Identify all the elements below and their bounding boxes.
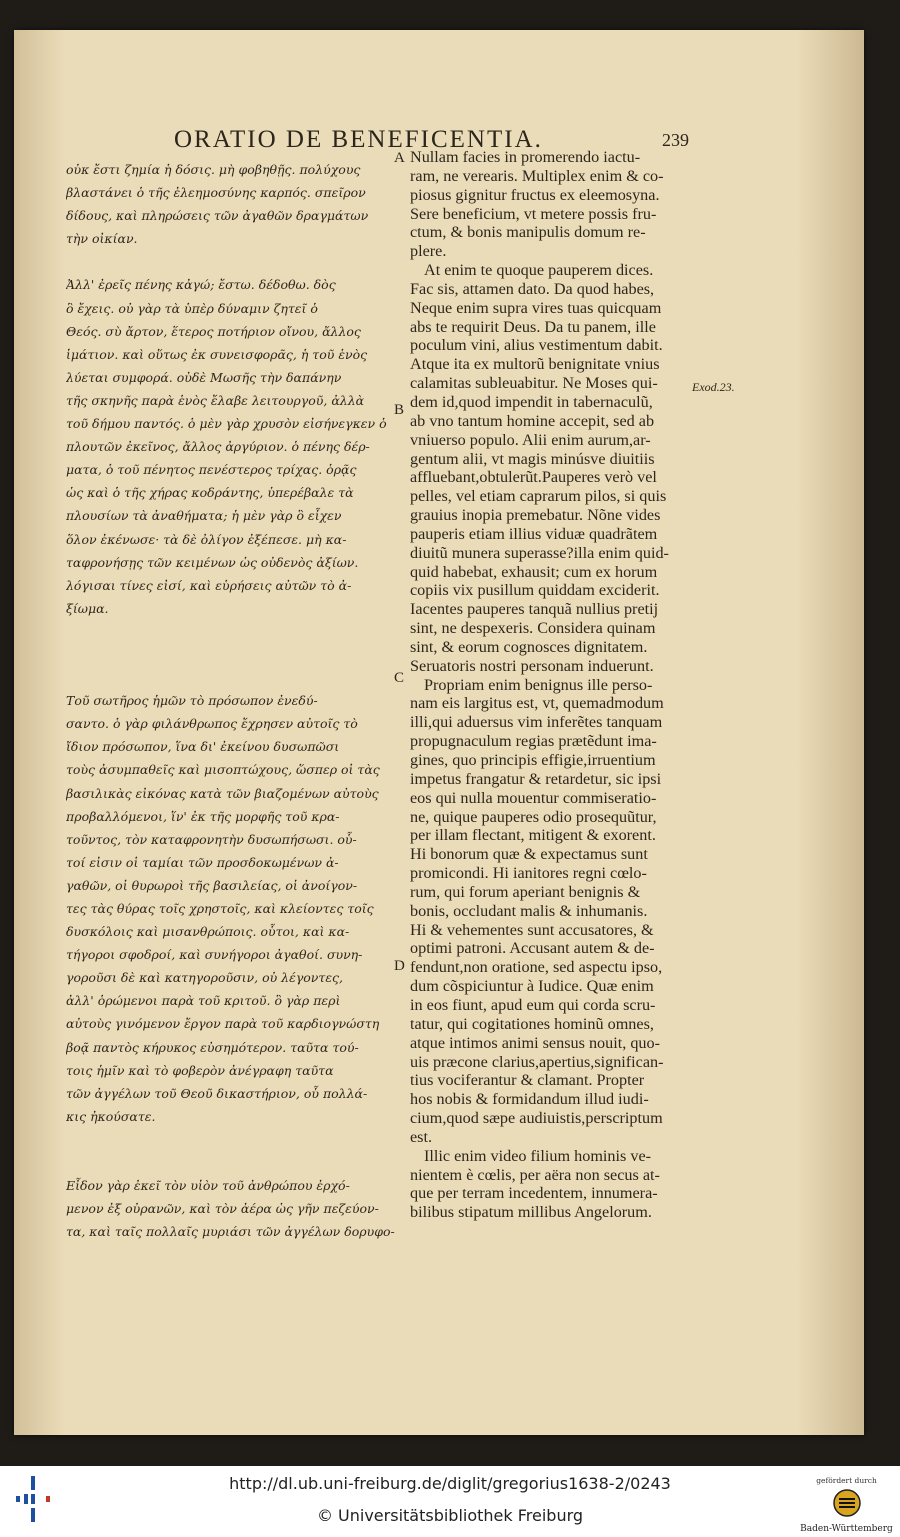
latin-text-line: grauius inopia premebatur. Nõne vides: [410, 506, 661, 525]
latin-text-line: plere.: [410, 242, 447, 261]
latin-column: [410, 148, 698, 1222]
greek-text-line: τῶν ἀγγέλων τοῦ Θεοῦ δικαστήριον, οὗ πολλά-: [66, 1085, 368, 1101]
latin-text-line: gines, quo principis effigie,irruentium: [410, 751, 656, 769]
greek-text-line: [66, 250, 396, 273]
latin-text-line: Neque enim supra vires tuas quicquam: [410, 298, 662, 317]
greek-text-line: οὐκ ἔστι ζημία ἡ δόσις. μὴ φοβηθῇς. πολύχους: [66, 162, 361, 177]
latin-text-line: dum cõspiciuntur à Iudice. Quæ enim: [410, 977, 654, 996]
greek-text-line: ἀλλ' ὁρώμενοι παρὰ τοῦ κριτοῦ. ὃ γὰρ περὶ: [66, 993, 341, 1009]
latin-text-line: impetus frangatur & retardetur, sic ipsi: [410, 769, 662, 788]
latin-text-line: copiis vix pusillum quiddam exciderit.: [410, 581, 660, 600]
latin-text-line: Fac sis, attamen dato. Da quod habes,: [410, 279, 655, 298]
latin-text-line: nientem è cœlis, per aëra non secus at-: [410, 1165, 660, 1184]
running-head: ORATIO DE BENEFICENTIA.: [174, 126, 543, 153]
section-marker-d: D: [394, 958, 405, 974]
latin-text-line: At enim te quoque pauperem dices.: [424, 261, 654, 280]
latin-text-line: fendunt,non oratione, sed aspectu ipso,: [410, 958, 663, 977]
greek-text-line: ταφρονήσῃς τῶν κειμένων ὡς οὐδενὸς ἀξίων.: [66, 554, 359, 570]
latin-text-line: eos qui nulla mouentur commiseratio-: [410, 788, 657, 807]
footer-bar: [0, 1466, 900, 1537]
latin-text-line: tatur, qui cogitationes hominũ omnes,: [410, 1014, 654, 1033]
greek-text-line: δίδους, καὶ πληρώσεις τῶν ἀγαθῶν δραγμάτων: [66, 208, 369, 224]
greek-text-line: Τοῦ σωτῆρος ἡμῶν τὸ πρόσωπον ἐνεδύ-: [66, 693, 318, 709]
greek-text-line: λόγισαι τίνες εἰσί, καὶ εὑρήσεις αὐτῶν τὸ ἀ-: [66, 577, 352, 593]
section-marker-a: A: [394, 150, 405, 166]
latin-text-line: diuitũ munera superasse?illa enim quid-: [410, 543, 669, 562]
latin-text-line: gentum alii, vt magis minúsve diuitiis: [410, 449, 655, 468]
footer-copyright: © Universitätsbibliothek Freiburg: [316, 1506, 584, 1525]
greek-text-line: λύεται συμφορά. οὐδὲ Μωσῆς τὴν δαπάνην: [66, 369, 342, 385]
greek-text-line: ὅλον ἐκένωσε· τὰ δὲ ὀλίγον ἐξέπεσε. μὴ κα-: [66, 531, 347, 547]
greek-text-line: τοὺς ἀσυμπαθεῖς καὶ μισοπτώχους, ὥσπερ οἱ τὰς: [66, 762, 380, 778]
latin-text-line: nam eis largitus est, vt, quemadmodum: [410, 694, 664, 713]
greek-text-line: γοροῦσι δὲ καὶ κατηγοροῦσιν, οὐ λέγοντες,: [66, 970, 344, 986]
latin-text-line: ctum, & bonis manipulis domum re-: [410, 223, 646, 242]
latin-text-line: bonis, occludant malis & inhumanis.: [410, 901, 648, 920]
greek-text-line: τες τὰς θύρας τοῖς χρηστοῖς, καὶ κλείοντες τοῖς: [66, 901, 374, 916]
latin-text-line: poculum vini, alius vestimentum dabit.: [410, 336, 663, 355]
latin-text-line: propugnaculum regias prætẽdunt ima-: [410, 732, 657, 751]
latin-text-line: uis præcone clarius,apertius,significan-: [410, 1052, 664, 1071]
greek-text-line: πλουσίων τὰ ἀναθήματα; ἡ μὲν γὰρ ὃ εἶχεν: [66, 508, 342, 524]
greek-text-line: τῆς σκηνῆς παρὰ ἑνὸς ἔλαβε λειτουργοῦ, ἀλλὰ: [66, 392, 365, 408]
greek-text-line: [66, 620, 396, 643]
greek-text-line: δυσκόλοις καὶ μισανθρώποις. οὗτοι, καὶ κα-: [66, 924, 350, 940]
greek-text-line: μενον ἐξ οὐρανῶν, καὶ τὸν ἀέρα ὡς γῆν πεζεύον-: [66, 1201, 379, 1217]
greek-text-line: βλαστάνει ὁ τῆς ἐλεημοσύνης καρπός. σπεῖρον: [66, 185, 366, 201]
latin-text-line: promicondi. Hi ianitores regni cœlo-: [410, 864, 647, 883]
section-marker-b: B: [394, 402, 405, 418]
greek-text-line: ὡς καὶ ὁ τῆς χήρας κοδράντης, ὑπερέβαλε τὰ: [66, 485, 354, 501]
funder-label: gefördert durch: [816, 1476, 877, 1485]
greek-text-line: σαντο. ὁ γὰρ φιλάνθρωπος ἔχρησεν αὐτοῖς τὸ: [66, 716, 358, 732]
greek-text-line: βοᾷ παντὸς κήρυκος εὐσημότερον. ταῦτα τού-: [66, 1039, 359, 1055]
latin-text-line: vniuerso populo. Alii enim aurum,ar-: [410, 430, 651, 449]
greek-text-line: ἱμάτιον. καὶ οὕτως ἐκ συνεισφορᾶς, ἡ τοῦ ἑνὸς: [66, 346, 368, 362]
greek-text-line: τὴν οἰκίαν.: [66, 231, 138, 247]
latin-text-line: ram, ne verearis. Multiplex enim & co-: [410, 166, 664, 185]
funder-name: Baden-Württemberg: [800, 1524, 893, 1534]
latin-text-line: sint, & eorum cognosces dignitatem.: [410, 637, 648, 656]
latin-text-line: Atque ita ex multorũ benignitate vnius: [410, 355, 660, 374]
greek-text-line: τοῦντος, τὸν καταφρονητὴν δυσωπήσωσι. οὗ-: [66, 831, 357, 847]
greek-text-line: ἴδιον πρόσωπον, ἵνα δι' ἐκείνου δυσωπῶσι: [66, 739, 340, 755]
latin-text-line: pelles, vel etiam caprarum pilos, si quis: [410, 487, 667, 506]
book-page: [14, 30, 864, 1435]
latin-text-line: pauperis etiam illius viduæ quadrãtem: [410, 524, 658, 543]
page-number: 239: [662, 130, 689, 150]
greek-text-line: γαθῶν, οἱ θυρωροὶ τῆς βασιλείας, οἱ ἀνοίγον-: [66, 877, 358, 893]
greek-text-line: Θεός. σὺ ἄρτον, ἕτερος ποτήριον οἴνου, ἄλλος: [66, 323, 361, 339]
latin-text-line: ab vno tantum homine accepit, sed ab: [410, 411, 655, 430]
latin-text-line: Nullam facies in promerendo iactu-: [410, 148, 641, 166]
latin-text-line: ne, quique pauperes odio prosequũtur,: [410, 807, 657, 826]
footer-url[interactable]: http://dl.ub.uni-freiburg.de/diglit/gregorius1638-2/0243: [229, 1474, 671, 1493]
latin-text-line: rum, qui forum aperiant benignis &: [410, 882, 641, 901]
greek-text-line: τα, καὶ ταῖς πολλαῖς μυριάσι τῶν ἀγγέλων δορυφο-: [66, 1224, 395, 1240]
greek-text-line: [66, 1128, 396, 1151]
greek-column: [66, 158, 396, 1243]
greek-text-line: τήγοροι σφοδροί, καὶ συνήγοροι ἀγαθοί. συνη-: [66, 947, 363, 963]
latin-text-line: in eos fiunt, apud eum qui corda scru-: [410, 995, 656, 1014]
latin-text-line: hos nobis & formidandum illud iudi-: [410, 1090, 649, 1109]
latin-text-line: Propriam enim benignus ille perso-: [424, 675, 653, 694]
latin-text-line: piosus gignitur fructus ex eleemosyna.: [410, 185, 660, 204]
greek-text-line: τοῦ δήμου παντός. ὁ μὲν γὰρ χρυσὸν εἰσήνεγκεν ὁ: [66, 416, 387, 432]
greek-text-line: πλουτῶν ἐκεῖνος, ἄλλος ἀργύριον. ὁ πένης δέρ-: [66, 439, 370, 455]
latin-text-line: optimi patroni. Accusant autem & de-: [410, 939, 655, 958]
latin-text-line: que per terram incedentem, innumera-: [410, 1184, 658, 1203]
latin-text-line: dem id,quod impendit in tabernaculũ,: [410, 392, 653, 411]
latin-text-line: abs te requirit Deus. Da tu panem, ille: [410, 317, 656, 336]
greek-text-line: τοις ἡμῖν καὶ τὸ φοβερὸν ἀνέγραφη ταῦτα: [66, 1062, 334, 1078]
latin-text-line: bilibus stipatum millibus Angelorum.: [410, 1203, 652, 1222]
latin-text-line: Hi & vehementes sunt accusatores, &: [410, 920, 654, 939]
margin-note: Exod.23.: [692, 380, 735, 394]
latin-text-line: affluebant,obtulerũt.Pauperes verò vel: [410, 468, 657, 487]
coat-of-arms-icon: [832, 1488, 862, 1518]
latin-text-line: illi,qui aduersus vim inferẽtes tanquam: [410, 713, 663, 732]
latin-text-line: tius vociferantur & clamant. Propter: [410, 1071, 645, 1090]
latin-text-line: atque intimos animi sensus nouit, quo-: [410, 1033, 660, 1052]
greek-text-line: [66, 643, 396, 666]
greek-text-line: Εἶδον γὰρ ἐκεῖ τὸν υἱὸν τοῦ ἀνθρώπου ἐρχό-: [66, 1178, 350, 1194]
greek-text-line: ξίωμα.: [66, 600, 109, 616]
greek-text-line: Ἀλλ' ἐρεῖς πένης κἀγώ; ἔστω. δέδοθω. δὸς: [66, 277, 336, 293]
latin-text-line: cium,quod sæpe audiuistis,perscriptum: [410, 1109, 663, 1128]
greek-text-line: τοί εἰσιν οἱ ταμίαι τῶν προσδοκωμένων ἀ-: [66, 854, 339, 870]
latin-text-line: Seruatoris nostri personam induerunt.: [410, 656, 654, 675]
latin-text-line: quid habebat, exhausit; cum ex horum: [410, 562, 658, 581]
latin-text-line: per illam flectant, mitigent & exorent.: [410, 826, 656, 845]
latin-text-line: Sere beneficium, vt metere possis fru-: [410, 204, 657, 223]
section-marker-c: C: [394, 670, 405, 686]
latin-text-line: Hi bonorum quæ & expectamus sunt: [410, 845, 648, 864]
greek-text-line: προβαλλόμενοι, ἵν' ἐκ τῆς μορφῆς τοῦ κρα-: [66, 808, 340, 824]
greek-text-line: κις ἠκούσατε.: [66, 1108, 156, 1124]
latin-text-line: sint, ne despexeris. Considera quinam: [410, 619, 656, 638]
latin-text-line: Iacentes pauperes tanquã nullius pretij: [410, 600, 659, 619]
funder-block: [799, 1476, 894, 1534]
latin-text-line: Illic enim video filium hominis ve-: [424, 1146, 652, 1165]
latin-text-line: calamitas subleuabitur. Ne Moses qui-: [410, 374, 658, 393]
greek-text-line: [66, 666, 396, 689]
greek-text-line: [66, 1151, 396, 1174]
greek-text-line: ὃ ἔχεις. οὐ γὰρ τὰ ὑπὲρ δύναμιν ζητεῖ ὁ: [66, 300, 318, 316]
latin-text-line: est.: [410, 1127, 433, 1146]
greek-text-line: βασιλικὰς εἰκόνας κατὰ τῶν βιαζομένων αὐτοὺς: [66, 785, 379, 801]
greek-text-line: ματα, ὁ τοῦ πένητος πενέστερος τρίχας. ὁρᾷς: [66, 462, 357, 478]
greek-text-line: αὐτοὺς γινόμενον ἔργον παρὰ τοῦ καρδιογνώστη: [66, 1016, 380, 1032]
